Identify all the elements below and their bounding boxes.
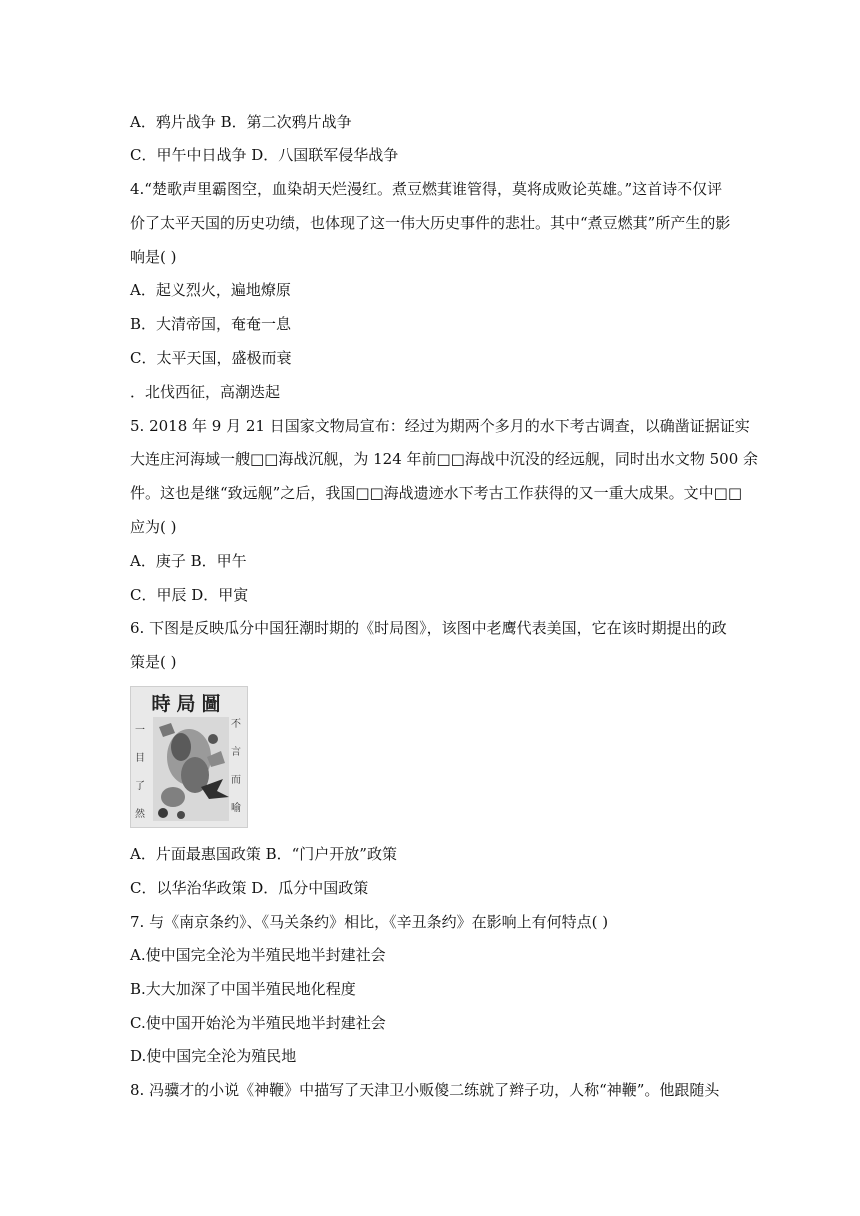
q4-stem-line1: 4.“楚歌声里霸图空，血染胡天烂漫红。煮豆燃萁谁管得，莫将成败论英雄。”这首诗不仅评: [130, 180, 723, 198]
q7-stem: 7. 与《南京条约》、《马关条约》相比，《辛丑条约》在影响上有何特点( ): [130, 913, 609, 931]
q4-option-c: C．太平天国，盛极而衰: [130, 349, 292, 367]
q7-option-c: C.使中国开始沦为半殖民地半封建社会: [130, 1014, 386, 1032]
q6-options-ab: A．片面最惠国政策 B．“门户开放”政策: [130, 845, 397, 863]
q4-option-a: A．起义烈火，遍地燎原: [130, 281, 291, 299]
q5-options-cd: C．甲辰 D．甲寅: [130, 586, 249, 604]
q4-option-b: B．大清帝国，奄奄一息: [130, 315, 292, 333]
image-left-caption: 一目了然: [135, 725, 145, 820]
q5-stem-line1: 5. 2018 年 9 月 21 日国家文物局宣布：经过为期两个多月的水下考古调查，以确凿证据证实: [130, 417, 750, 435]
shiju-tu-image: [130, 686, 248, 828]
q6-stem-line1: 6. 下图是反映瓜分中国狂潮时期的《时局图》，该图中老鹰代表美国，它在该时期提出的政: [130, 619, 727, 637]
q5-options-ab: A．庚子 B．甲午: [130, 552, 247, 570]
q6-options-cd: C．以华治华政策 D．瓜分中国政策: [130, 879, 369, 897]
q7-option-d: D.使中国完全沦为殖民地: [130, 1047, 297, 1065]
q6-stem-line2: 策是( ): [130, 653, 177, 671]
q3-options-ab: A．鸦片战争 B．第二次鸦片战争: [130, 113, 352, 131]
q4-option-d: ．北伐西征，高潮迭起: [130, 383, 281, 401]
image-title: 時局圖: [151, 693, 227, 715]
q7-option-b: B.大大加深了中国半殖民地化程度: [130, 980, 356, 998]
image-right-caption: 不言而喻: [231, 719, 241, 814]
q3-options-cd: C．甲午中日战争 D．八国联军侵华战争: [130, 146, 399, 164]
map-illustration: [151, 717, 231, 823]
q4-stem-line2: 价了太平天国的历史功绩，也体现了这一伟大历史事件的悲壮。其中“煮豆燃萁”所产生的影: [130, 214, 731, 232]
q5-stem-line4: 应为( ): [130, 518, 177, 536]
q5-stem-line2: 大连庄河海域一艘□□海战沉舰，为 124 年前□□海战中沉没的经远舰，同时出水文物 500 余: [130, 450, 759, 468]
q5-stem-line3: 件。这也是继“致远舰”之后，我国□□海战遗迹水下考古工作获得的又一重大成果。文中□□: [130, 484, 743, 502]
q8-stem-line1: 8. 冯骥才的小说《神鞭》中描写了天津卫小贩傻二练就了辫子功，人称“神鞭”。他跟随头: [130, 1081, 720, 1099]
q4-stem-line3: 响是( ): [130, 248, 177, 266]
q7-option-a: A.使中国完全沦为半殖民地半封建社会: [130, 946, 386, 964]
